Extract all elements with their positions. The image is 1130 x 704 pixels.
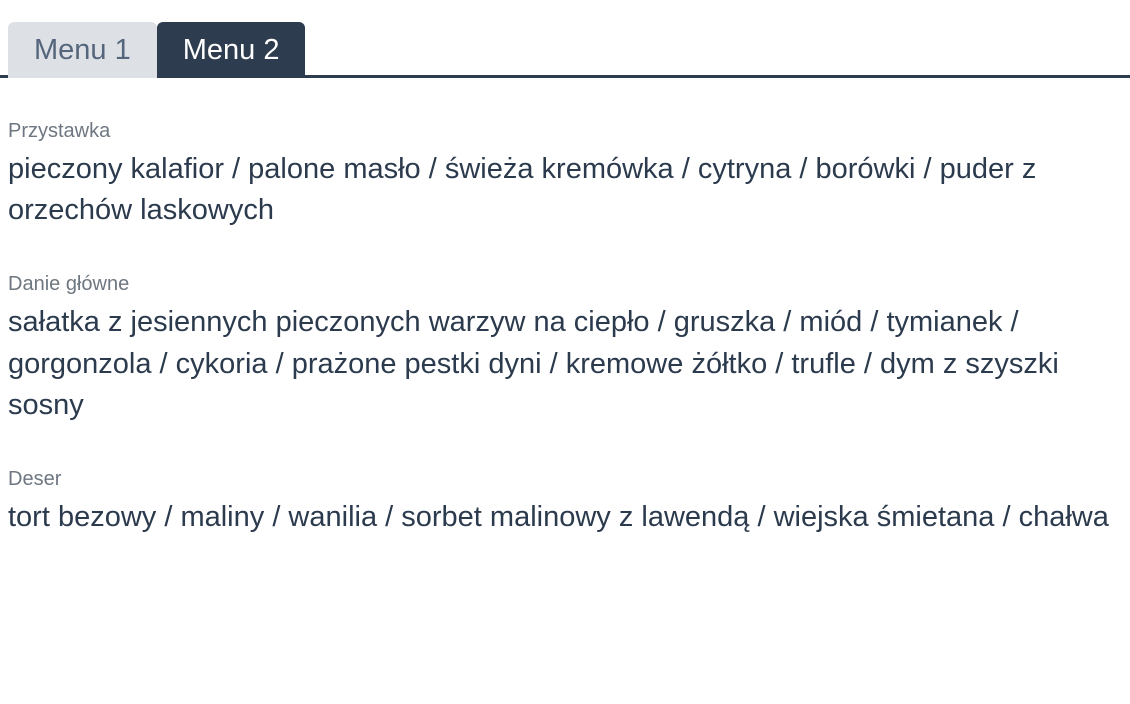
- course-label: Deser: [8, 467, 62, 490]
- tab-menu-2-label: Menu 2: [182, 33, 280, 66]
- tab-menu-1-label: Menu 1: [34, 33, 131, 66]
- course-section-appetizer: [8, 118, 1122, 231]
- course-description: tort bezowy / maliny / wanilia / sorbet malinowy z lawendą / wiejska śmietana / chałwa: [8, 500, 1109, 533]
- menu-content: [0, 78, 1130, 538]
- course-section-main: [8, 271, 1122, 426]
- course-label: Przystawka: [8, 120, 111, 142]
- tab-menu-1[interactable]: [8, 22, 157, 78]
- course-label: Danie główne: [8, 273, 130, 296]
- course-section-dessert: [8, 466, 1122, 538]
- course-description: sałatka z jesiennych pieczonych warzyw na ciepło / gruszka / miód / tymianek / gorgonzola / cykoria / prażone pestki dyni / kremowe żółtko / trufle / dym z szyszki sosny: [8, 306, 1059, 421]
- tab-menu-2[interactable]: [157, 22, 306, 78]
- menu-tab-bar: [0, 0, 1130, 78]
- course-description: pieczony kalafior / palone masło / świeża kremówka / cytryna / borówki / puder z orzechów laskowych: [8, 153, 1037, 227]
